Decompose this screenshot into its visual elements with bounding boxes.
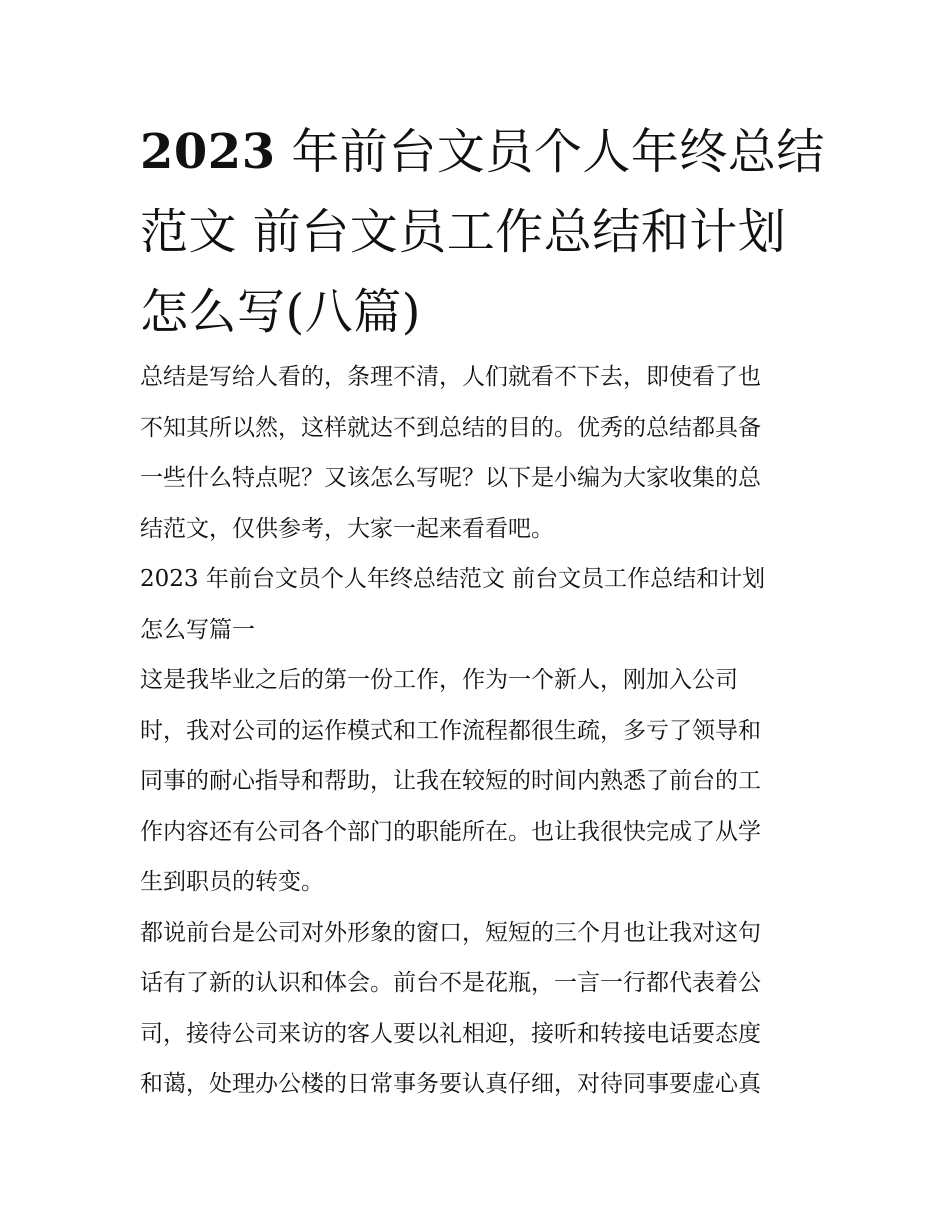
document-title [140, 112, 825, 352]
text-line: 都说前台是公司对外形象的窗口，短短的三个月也让我对这句 [140, 919, 761, 946]
title-line-1 [140, 112, 825, 192]
text-line: 一些什么特点呢？又该怎么写呢？以下是小编为大家收集的总 [140, 465, 761, 491]
text-line: 怎么写篇一 [140, 616, 255, 643]
text-line: 司，接待公司来访的客人要以礼相迎，接听和转接电话要态度 [140, 1020, 761, 1047]
title-line-3: 怎么写(八篇) [140, 284, 421, 340]
text-line: 总结是写给人看的，条理不清，人们就看不下去，即使看了也 [140, 364, 761, 390]
title-line-2: 范文 前台文员工作总结和计划 [140, 204, 787, 260]
title-line-1-text: 年前台文员个人年终总结 [291, 124, 825, 180]
text-line: 这是我毕业之后的第一份工作，作为一个新人，刚加入公司 [140, 667, 738, 693]
text-line: 生到职员的转变。 [140, 869, 324, 895]
document-body [140, 352, 820, 1110]
section-heading [140, 554, 820, 655]
text-line: 话有了新的认识和体会。前台不是花瓶，一言一行都代表着公 [140, 970, 761, 996]
text-line: 不知其所以然，这样就达不到总结的目的。优秀的总结都具备 [140, 414, 761, 441]
text-line: 作内容还有公司各个部门的职能所在。也让我很快完成了从学 [140, 818, 761, 845]
text-line: 结范文，仅供参考，大家一起来看看吧。 [140, 515, 554, 542]
text-line: 同事的耐心指导和帮助，让我在较短的时间内熟悉了前台的工 [140, 768, 761, 794]
paragraph-intro [140, 352, 820, 554]
text-line: 时，我对公司的运作模式和工作流程都很生疏，多亏了领导和 [140, 717, 761, 744]
paragraph-2 [140, 908, 820, 1110]
text-line: 2023 年前台文员个人年终总结范文 前台文员工作总结和计划 [140, 566, 766, 592]
title-year: 2023 [140, 124, 276, 180]
text-line: 和蔼，处理办公楼的日常事务要认真仔细，对待同事要虚心真 [140, 1071, 761, 1097]
paragraph-1 [140, 655, 820, 908]
